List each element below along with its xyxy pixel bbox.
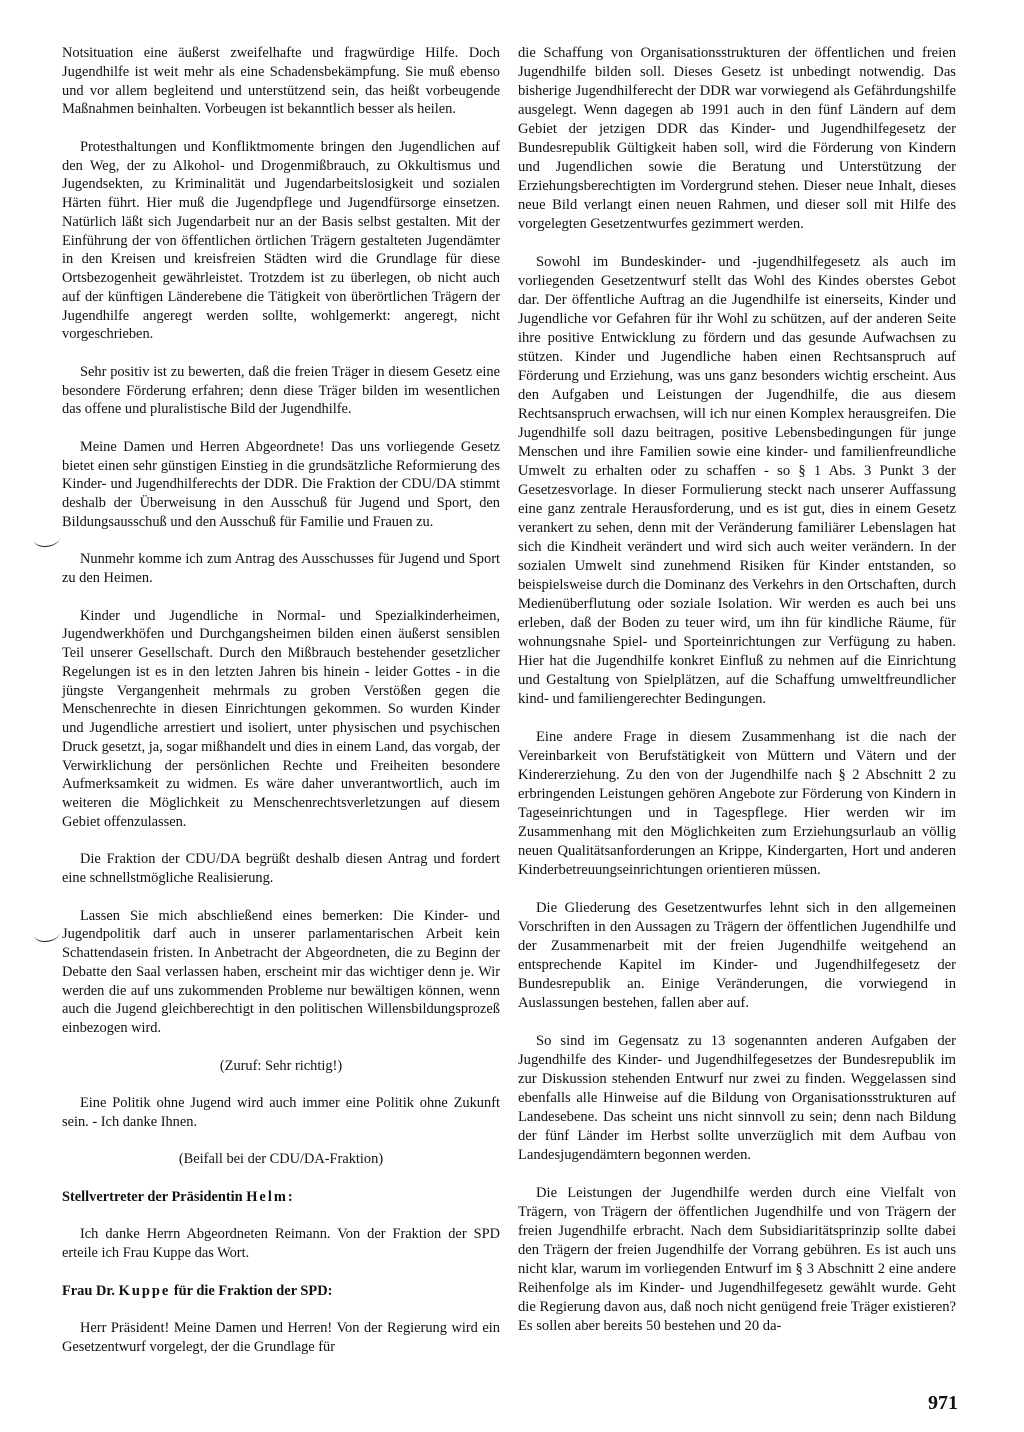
- margin-mark: [34, 530, 60, 547]
- paragraph: Eine Politik ohne Jugend wird auch immer eine Politik ohne Zukunft sein. - Ich danke Ihnen.: [62, 1095, 500, 1130]
- paragraph: Ich danke Herrn Abgeordneten Reimann. Von der Fraktion der SPD erteile ich Frau Kuppe das Wort.: [62, 1226, 500, 1261]
- left-column: [62, 44, 500, 1375]
- paragraph: Sowohl im Bundeskinder- und -jugendhilfegesetz als auch im vorliegenden Gesetzentwurf stellt das Wohl des Kindes oberstes Gebot dar. Der öffentliche Auftrag an die Jugendhilfe ist einerseits, Kinder und Jugendliche vor Gefahren für ihr Wohl zu schützen, auf der anderen Seite ihre positive Entwicklung zu fördern und das gesunde Aufwachsen zu stützen. Kinder und Jugendliche haben einen Rechtsanspruch auf Förderung und Erziehung, was uns ganz besonders wichtig erscheint. Aus den Aufgaben und Leistungen der Jugendhilfe, die aus diesem Rechtsanspruch erwachsen, will ich nur einen Komplex herausgreifen. Die Jugendhilfe soll dazu beitragen, positive Lebensbedingungen für junge Menschen und ihre Familien sowie eine kinder- und familienfreundliche Umwelt zu erhalten oder zu schaffen - so § 1 Abs. 3 Punkt 3 der Gesetzesvorlage. In dieser Formulierung steckt nach unserer Auffassung eine ganz zentrale Herausforderung, und es ist gut, dies in einem Gesetz verankert zu sehen, denn mit der Veränderung familiärer Lebenslagen hat sich die Kindheit verändert und wird sich auch weiter verändern. In der sozialen Umwelt sind zunehmend Risiken für Kinder entstanden, so beispielsweise durch die Dominanz des Verkehrs in den Ortschaften, durch Medienüberflutung oder soziale Isolation. Wir werden es auch bei uns erleben, daß der Boden zu teuer wird, um ihn für kindliche Räume, für wohnungsnahe Spiel- und Sporteinrichtungen zur Verfügung zu haben. Hier hat die Jugendhilfe konkret Einfluß zu nehmen auf die Einrichtung und Gestaltung von Spielplätzen, auf die Schaffung umweltfreundlicher kind- und familiengerechter Bedingungen.: [518, 254, 956, 707]
- interjection: (Zuruf: Sehr richtig!): [219, 1057, 343, 1074]
- speaker-role: Stellvertreter der Präsidentin: [62, 1188, 247, 1205]
- paragraph: Nunmehr komme ich zum Antrag des Ausschusses für Jugend und Sport zu den Heimen.: [62, 551, 500, 586]
- speaker-name: Helm: [246, 1188, 288, 1205]
- paragraph: So sind im Gegensatz zu 13 sogenannten anderen Aufgaben der Jugendhilfe des Kinder- und Jugendhilfegesetzes der Bundesrepublik im zur Diskussion stehenden Entwurf nur zwei zu finden. Weggelassen sind ebenfalls alle Hinweise auf die Bildung von Organisationsstrukturen auf Landesebene. Das scheint uns nicht sinnvoll zu sein; denn nach Bildung der fünf Länder im Herbst sollte unverzüglich mit dem Aufbau von Landesjugendämtern begonnen werden.: [518, 1033, 956, 1163]
- margin-mark: [34, 925, 60, 942]
- paragraph: Die Leistungen der Jugendhilfe werden durch eine Vielfalt von Trägern, von Trägern der öffentlichen Jugendhilfe und von Trägern der freien Jugendhilfe erbracht. Nach dem Subsidiaritätsprinzip sollte dabei den Trägern der freien Jugendhilfe der Vorrang gebühren. Es ist auch uns nicht klar, warum im vorliegenden Entwurf im § 3 Abschnitt 2 eine andere Reihenfolge als im Kinder- und Jugendhilfegesetz gewählt wurde. Geht die Regierung davon aus, daß noch nicht genügend freie Träger existieren? Es sollen aber bereits 50 bestehen und 20 da-: [518, 1185, 956, 1334]
- speaker-heading: [62, 1282, 500, 1301]
- right-column: [518, 44, 956, 1355]
- paragraph: Sehr positiv ist zu bewerten, daß die freien Träger in diesem Gesetz eine besondere Förderung erfahren; denn diese Träger bilden im wesentlichen das offene und pluralistische Bild der Jugendhilfe.: [62, 363, 500, 418]
- speaker-affiliation: für die Fraktion der SPD:: [170, 1282, 333, 1299]
- paragraph: Kinder und Jugendliche in Normal- und Spezialkinderheimen, Jugendwerkhöfen und Durchgangsheimen bilden einen äußerst sensiblen Teil unserer Gesellschaft. Durch den Mißbrauch bestehender gesetzlicher Regelungen ist es in den letzten Jahren bis hinein - leider Gottes - in die jüngste Vergangenheit mehrmals zu groben Verstößen gegen die Menschenrechte in diesen Einrichtungen gekommen. So wurden Kinder und Jugendliche arrestiert und isoliert, unter physischen und psychischen Druck gesetzt, ja, sogar mißhandelt und dies in einem Land, das vorgab, der Verwirklichung der persönlichen Rechte und Freiheiten besondere Aufmerksamkeit zu widmen. Es wäre daher unverantwortlich, auch im weiteren die Möglichkeit zu Menschenrechtsverletzungen auf diesem Gebiet offenzulassen.: [62, 607, 500, 830]
- paragraph: Meine Damen und Herren Abgeordnete! Das uns vorliegende Gesetz bietet einen sehr günstigen Einstieg in die grundsätzliche Reformierung des Kinder- und Jugendhilferechts der DDR. Die Fraktion der CDU/DA stimmt deshalb der Überweisung in den Ausschuß für Jugend und Sport, den Bildungsausschuß und den Ausschuß für Familie und Frauen zu.: [62, 438, 500, 530]
- paragraph: Die Gliederung des Gesetzentwurfes lehnt sich in den allgemeinen Vorschriften in den Aussagen zu Trägern der öffentlichen Jugendhilfe und der Zusammenarbeit mit der freien Jugendhilfe weitgehend an entsprechende Kapitel im Kinder- und Jugendhilfegesetz der Bundesrepublik an. Einige Veränderungen, die vorwiegend in Auslassungen bestehen, fallen aber auf.: [518, 900, 956, 1011]
- speaker-title: Frau Dr.: [62, 1282, 119, 1299]
- paragraph: Herr Präsident! Meine Damen und Herren! Von der Regierung wird ein Gesetzentwurf vorgelegt, der die Grundlage für: [62, 1320, 500, 1355]
- speaker-heading: [62, 1188, 500, 1207]
- paragraph: Die Fraktion der CDU/DA begrüßt deshalb diesen Antrag und fordert eine schnellstmögliche Realisierung.: [62, 851, 500, 886]
- speaker-colon: :: [287, 1188, 293, 1205]
- paragraph: Eine andere Frage in diesem Zusammenhang ist die nach der Vereinbarkeit von Berufstätigkeit von Müttern und Vätern und der Kindererziehung. Zu den von der Jugendhilfe nach § 2 Abschnitt 2 zu erbringenden Leistungen gehören Angebote zur Förderung von Kindern in Tageseinrichtungen und in Tagespflege. Hier werden wir im Zusammenhang mit den Möglichkeiten zum Erziehungsurlaub an völlig neuen Qualitätsanforderungen an Krippe, Kindergarten, Hort und anderen Kinderbetreuungseinrichtungen orientieren müssen.: [518, 729, 956, 878]
- paragraph: die Schaffung von Organisationsstrukturen der öffentlichen und freien Jugendhilfe bilden soll. Dieses Gesetz ist unbedingt notwendig. Das bisherige Jugendhilferecht der DDR war vorwiegend als Gefährdungshilfe ausgelegt. Wenn dagegen ab 1991 auch in den fünf Ländern auf dem Gebiet der jetzigen DDR das Kinder- und Jugendhilfegesetz der Bundesrepublik Gültigkeit haben soll, wird die Förderung von Kindern und Jugendlichen sowie die Beratung und Unterstützung der Erziehungsberechtigten im Vordergrund stehen. Dieser neue Inhalt, dieses neue Bild verlangt einen neuen Rahmen, und dieser soll mit Hilfe des vorgelegten Gesetzentwurfes gezimmert werden.: [518, 45, 956, 232]
- interjection: (Beifall bei der CDU/DA-Fraktion): [178, 1151, 384, 1168]
- paragraph: Lassen Sie mich abschließend eines bemerken: Die Kinder- und Jugendpolitik darf auch in unserer parlamentarischen Arbeit kein Schattendasein fristen. In Anbetracht der Abgeordneten, die zu Beginn der Debatte den Saal verlassen haben, erscheint mir das wichtiger denn je. Wir werden die auf uns zukommenden Probleme nur bewältigen können, wenn auch die Jugend gleichberechtigt in den politischen Willensbildungsprozeß einbezogen wird.: [62, 907, 500, 1036]
- paragraph: Protesthaltungen und Konfliktmomente bringen den Jugendlichen auf den Weg, der zu Alkohol- und Drogenmißbrauch, zu Okkultismus und Jugendsekten, zu Kriminalität und Jugendarbeitslosigkeit und sozialen Härten führt. Hier muß die Jugendpflege und Jugendfürsorge einsetzen. Natürlich läßt sich Jugendarbeit nur an der Basis selbst gestalten. Mit der Einführung der von öffentlichen örtlichen Trägern gestalteten Jugendämter in den Kreisen und kreisfreien Städten wird die Grundlage für diese Ortsbezogenheit gewährleistet. Trotzdem ist zu überlegen, ob nicht auch auf der künftigen Länderebene die Tätigkeit von überörtlichen Trägern der Jugendhilfe angeregt werden sollte, wohlgemerkt: angeregt, nicht vorgeschrieben.: [62, 138, 500, 343]
- paragraph: Notsituation eine äußerst zweifelhafte und fragwürdige Hilfe. Doch Jugendhilfe ist weit mehr als eine Schadensbekämpfung. Sie muß ebenso und vor allem begleitend und unterstützend sein, das heißt vorbeugende Maßnahmen beinhalten. Vorbeugen ist bekanntlich besser als heilen.: [62, 45, 500, 118]
- speaker-name: Kuppe: [118, 1282, 171, 1299]
- page-number: 971: [928, 1392, 958, 1414]
